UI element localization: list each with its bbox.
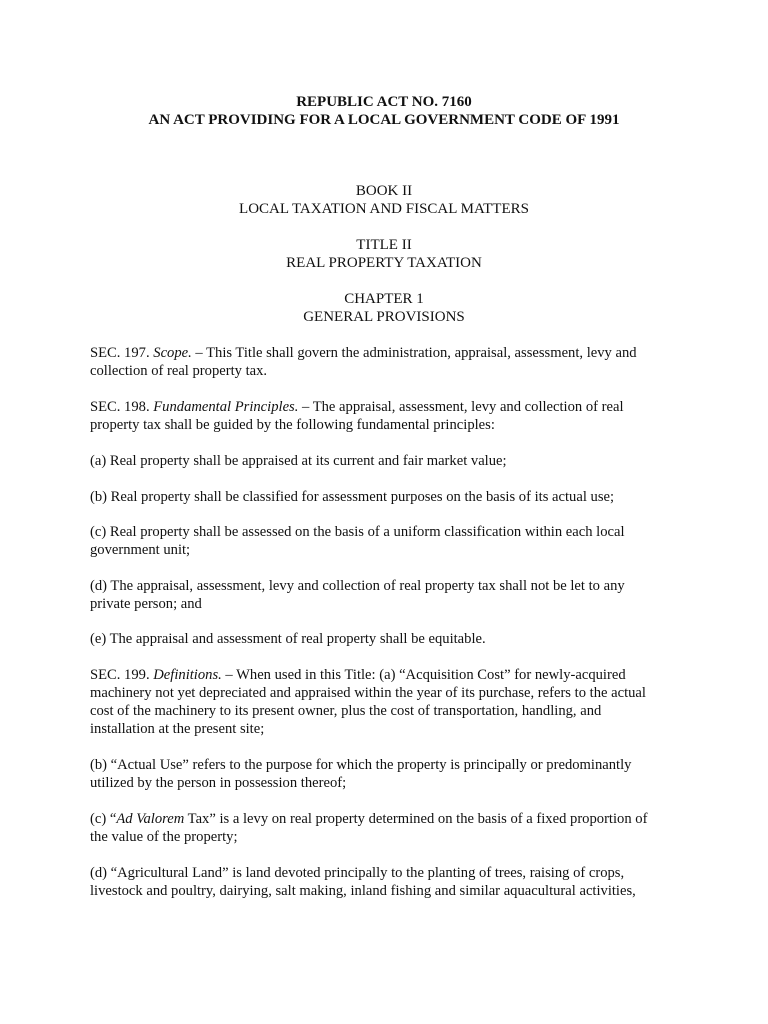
sec-198-item-c-line-1: (c) Real property shall be assessed on the basis of a uniform classification within each local xyxy=(90,524,625,540)
sec-198-item-d-line-2: private person; and xyxy=(90,596,202,612)
sec-199-line-2: machinery not yet depreciated and appraised within the year of its purchase, refers to the actual xyxy=(90,685,646,701)
sec-197-line-2: collection of real property tax. xyxy=(90,363,268,379)
sec-199-dash: – xyxy=(221,667,233,683)
sec-197-line-1 xyxy=(90,344,690,362)
title-name: REAL PROPERTY TAXATION xyxy=(286,255,482,271)
sec-198-item-b: (b) Real property shall be classified for assessment purposes on the basis of its actual use; xyxy=(90,489,615,505)
sec-199-item-b-line-2: utilized by the person in possession thereof; xyxy=(90,775,347,791)
sec-197-heading: Scope. xyxy=(153,345,192,361)
sec-199-item-c-line-2: the value of the property; xyxy=(90,829,238,845)
sec-197-number: SEC. 197. xyxy=(90,345,150,361)
sec-199-number: SEC. 199. xyxy=(90,667,150,683)
sec-199-item-c-line-1 xyxy=(90,810,690,828)
sec-199-line-3: cost of the machinery to its present owner, plus the cost of transportation, handling, and xyxy=(90,703,602,719)
sec-198-number: SEC. 198. xyxy=(90,399,150,415)
sec-199-line-1 xyxy=(90,666,690,684)
act-number: REPUBLIC ACT NO. 7160 xyxy=(296,94,472,110)
chapter-title: GENERAL PROVISIONS xyxy=(303,309,465,325)
sec-198-heading: Fundamental Principles. xyxy=(153,399,299,415)
sec-197-dash: – xyxy=(191,345,203,361)
sec-199-heading: Definitions. xyxy=(153,667,222,683)
sec-197-text: This Title shall govern the administration, appraisal, assessment, levy and xyxy=(202,345,637,361)
title-label: TITLE II xyxy=(356,237,412,253)
sec-199-item-b-line-1: (b) “Actual Use” refers to the purpose for which the property is principally or predominantly xyxy=(90,757,632,773)
sec-198-dash: – xyxy=(298,399,310,415)
act-title: AN ACT PROVIDING FOR A LOCAL GOVERNMENT CODE OF 1991 xyxy=(148,112,620,128)
sec-198-item-c-line-2: government unit; xyxy=(90,542,191,558)
sec-199-item-c-post: Tax” is a levy on real property determined on the basis of a fixed proportion of xyxy=(184,811,648,827)
sec-198-text: The appraisal, assessment, levy and collection of real xyxy=(309,399,624,415)
sec-198-item-a: (a) Real property shall be appraised at its current and fair market value; xyxy=(90,453,507,469)
sec-198-line-1 xyxy=(90,398,690,416)
sec-198-line-2: property tax shall be guided by the following fundamental principles: xyxy=(90,417,495,433)
sec-199-item-c-em: Ad Valorem xyxy=(116,811,185,827)
sec-199-text: When used in this Title: (a) “Acquisition Cost” for newly-acquired xyxy=(232,667,626,683)
sec-198-item-d-line-1: (d) The appraisal, assessment, levy and collection of real property tax shall not be let to any xyxy=(90,578,625,594)
book-label: BOOK II xyxy=(355,183,413,199)
sec-198-item-e: (e) The appraisal and assessment of real property shall be equitable. xyxy=(90,631,486,647)
sec-199-item-d-line-1: (d) “Agricultural Land” is land devoted principally to the planting of trees, raising of crops, xyxy=(90,865,625,881)
book-title: LOCAL TAXATION AND FISCAL MATTERS xyxy=(239,201,529,217)
chapter-label: CHAPTER 1 xyxy=(344,291,424,307)
sec-199-line-4: installation at the present site; xyxy=(90,721,265,737)
sec-199-item-d-line-2: livestock and poultry, dairying, salt making, inland fishing and similar aquacultural activities, xyxy=(90,883,636,899)
sec-199-item-c-pre: (c) “ xyxy=(90,811,117,827)
